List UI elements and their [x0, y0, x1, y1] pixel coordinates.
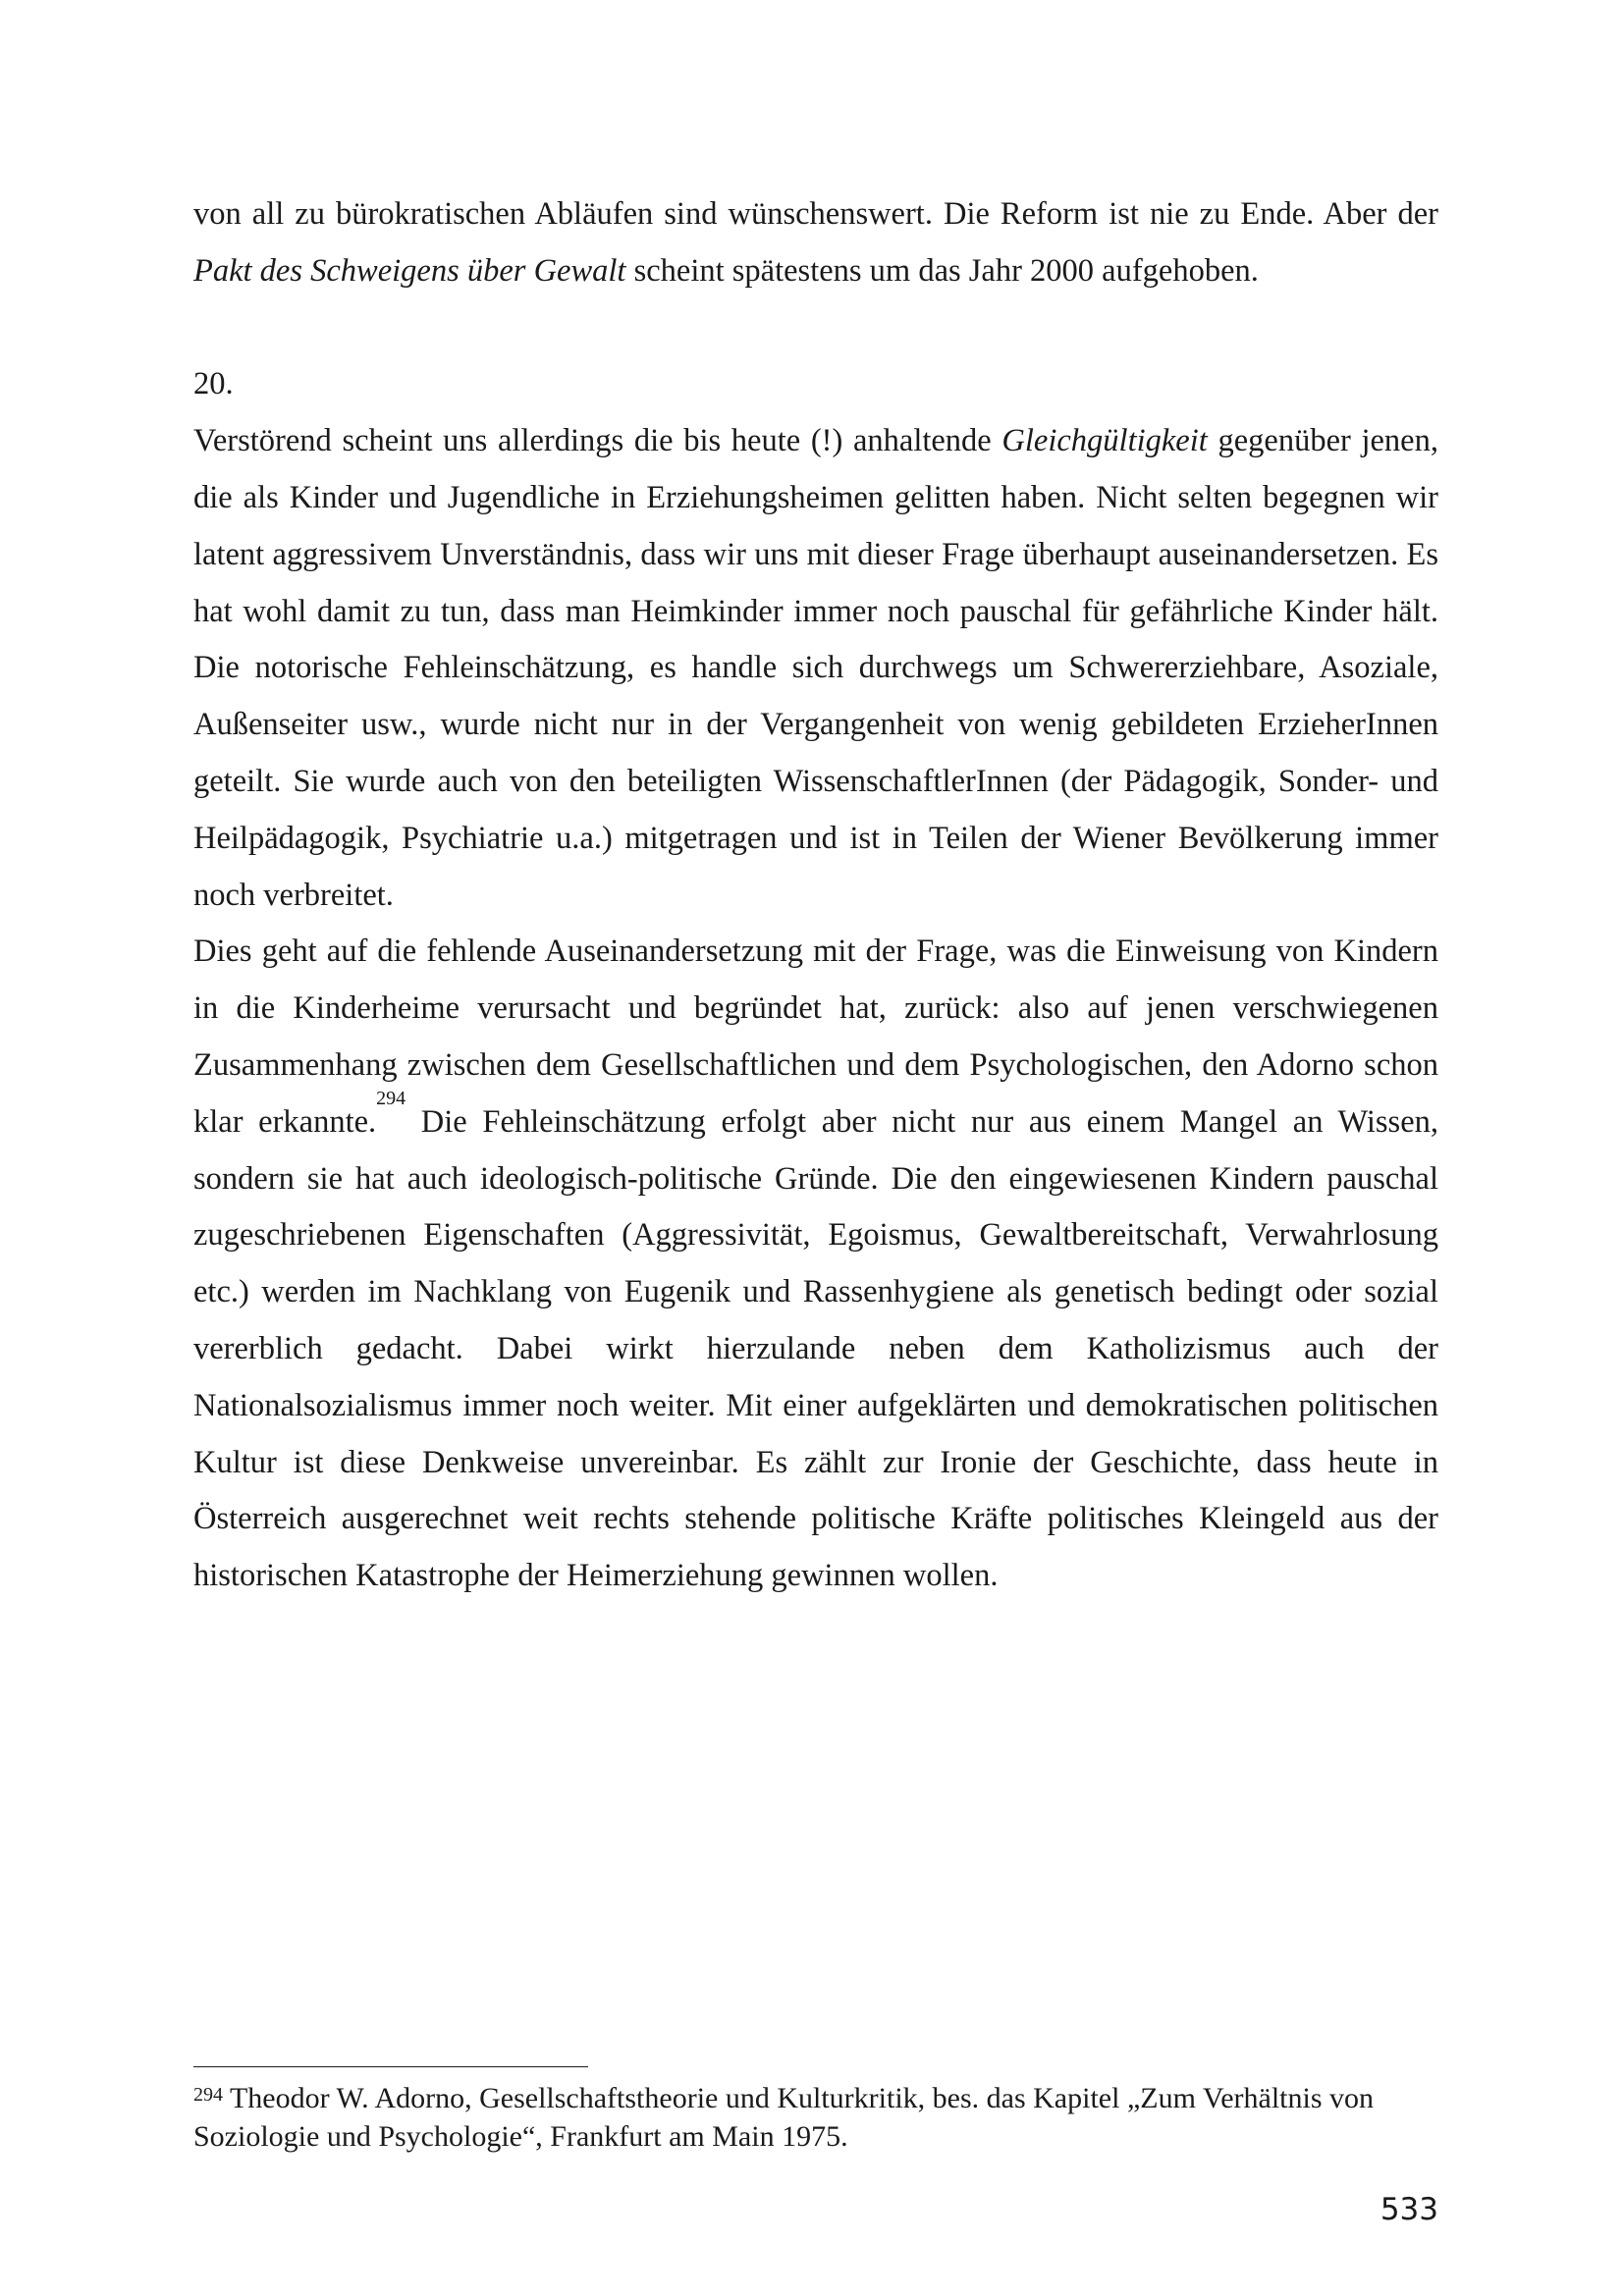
- italic-phrase: Gleichgültigkeit: [1001, 423, 1208, 459]
- text-run: Verstörend scheint uns allerdings die bis heute (!) anhaltende: [193, 423, 1002, 459]
- footnote-text: Theodor W. Adorno, Gesellschaftstheorie und Kulturkritik, bes. das Kapitel „Zum Verhältnis von Soziologie und Psychologie“, Frankfurt am Main 1975.: [193, 2082, 1375, 2153]
- text-run: Die Fehleinschätzung erfolgt aber nicht nur aus einem Mangel an Wissen, sondern sie hat auch ideologisch-politische Gründe. Die den eingewiesenen Kindern pauschal zugeschriebenen Eigenschaften (Aggressivität, Egoismus, Gewaltbereitschaft, Verwahrlosung etc.) werden im Nachklang von Eugenik und Rassenhygiene als genetisch bedingt oder sozial vererblich gedacht. Dabei wirkt hierzulande neben dem Katholizismus auch der Nationalsozialismus immer noch weiter. Mit einer aufgeklärten und demokratischen politischen Kultur ist diese Denkweise unvereinbar. Es zählt zur Ironie der Geschichte, dass heute in Österreich ausgerechnet weit rechts stehende politische Kräfte politisches Kleingeld aus der historischen Katastrophe der Heimerziehung gewinnen wollen.: [193, 1103, 1438, 1594]
- body-text: [193, 187, 1438, 1605]
- continued-paragraph: [193, 187, 1438, 300]
- footnote-separator: [193, 2066, 588, 2067]
- footnote-number: 294: [193, 2084, 223, 2106]
- section-number: 20.: [193, 366, 234, 402]
- page-number: 533: [1380, 2192, 1438, 2227]
- italic-phrase: Pakt des Schweigens über Gewalt: [193, 252, 626, 289]
- text-run: von all zu bürokratischen Abläufen sind wünschenswert. Die Reform ist nie zu Ende. Aber der: [193, 196, 1438, 232]
- text-run: Dies geht auf die fehlende Auseinandersetzung mit der Frage, was die Einweisung von Kindern in die Kinderheime verursacht und begründet hat, zurück: also auf jenen verschwiegenen Zusammenhang zwischen dem Gesellschaftlichen und dem Psychologischen, den Adorno schon klar erkannte.: [193, 934, 1438, 1140]
- footnote: [193, 2079, 1438, 2156]
- footnote-reference: 294: [376, 1087, 406, 1109]
- paragraph-2: [193, 924, 1438, 1605]
- text-run: scheint spätestens um das Jahr 2000 aufgehoben.: [625, 252, 1259, 289]
- paragraph-1: [193, 413, 1438, 924]
- text-run: gegenüber jenen, die als Kinder und Jugendliche in Erziehungsheimen gelitten haben. Nicht selten begegnen wir latent aggressivem Unverständnis, dass wir uns mit dieser Frage überhaupt auseinandersetzen. Es hat wohl damit zu tun, dass man Heimkinder immer noch pauschal für gefährliche Kinder hält. Die notorische Fehleinschätzung, es handle sich durchwegs um Schwererziehbare, Asoziale, Außenseiter usw., wurde nicht nur in der Vergangenheit von wenig gebildeten ErzieherInnen geteilt. Sie wurde auch von den beteiligten WissenschaftlerInnen (der Pädagogik, Sonder- und Heilpädagogik, Psychiatrie u.a.) mitgetragen und ist in Teilen der Wiener Bevölkerung immer noch verbreitet.: [193, 423, 1438, 913]
